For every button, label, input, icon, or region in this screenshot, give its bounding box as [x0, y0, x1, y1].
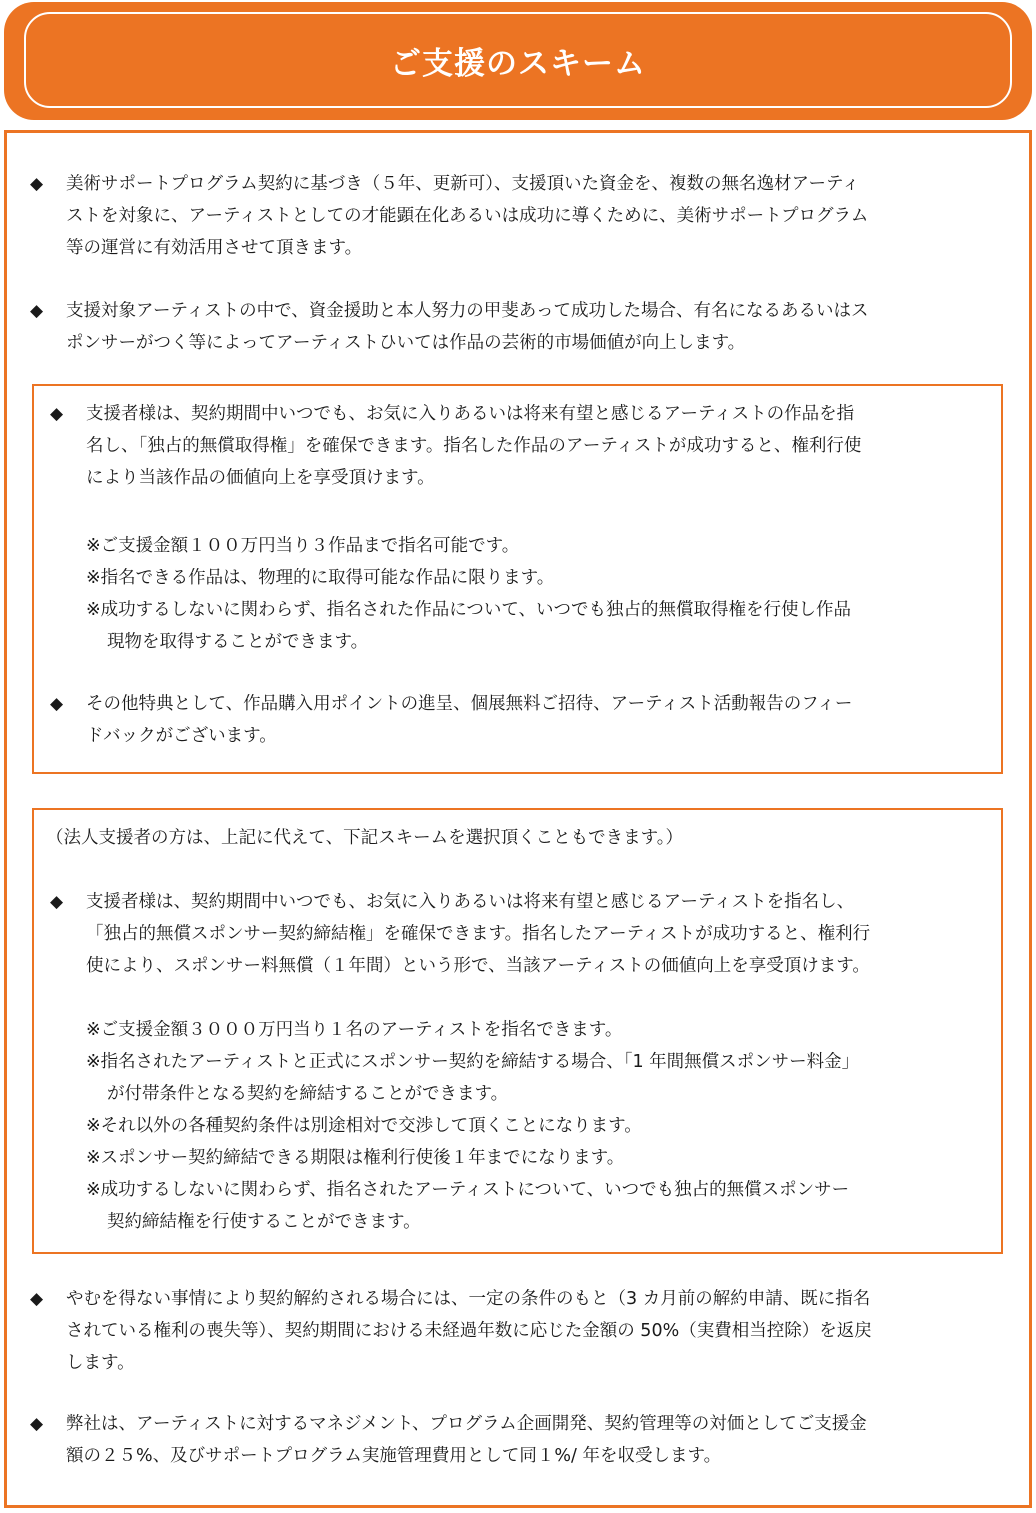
title-banner [4, 2, 1032, 120]
note-line: ※ご支援金額３０００万円当り１名のアーティストを指名できます。 [86, 1020, 623, 1040]
text-line: ストを対象に、アーティストとしての才能顕在化あるいは成功に導くために、美術サポートプログラム [66, 206, 869, 226]
title-banner-inner [24, 12, 1012, 108]
diamond-bullet-icon: ◆ [30, 301, 44, 321]
intro-line: （法人支援者の方は、上記に代えて、下記スキームを選択頂くこともできます。） [46, 828, 683, 848]
note-line: が付帯条件となる契約を締結することができます。 [107, 1084, 509, 1104]
bullet-item-benefits [46, 688, 852, 752]
diamond-bullet-icon: ◆ [30, 174, 44, 194]
text-line: 支援者様は、契約期間中いつでも、お気に入りあるいは将来有望と感じるアーティストの作品を指 [86, 404, 855, 424]
note-line: ※指名されたアーティストと正式にスポンサー契約を締結する場合、「1 年間無償スポンサー料金」 [86, 1052, 860, 1072]
note-line: ※成功するしないに関わらず、指名されたアーティストについて、いつでも独占的無償スポンサー [86, 1180, 850, 1200]
bottom-section [26, 1283, 872, 1379]
diamond-bullet-icon: ◆ [30, 1289, 44, 1309]
note-line: ※成功するしないに関わらず、指名された作品について、いつでも独占的無償取得権を行使し作品 [86, 600, 852, 620]
note-line: ※ご支援金額１００万円当り３作品まで指名可能です。 [86, 536, 520, 556]
text-line: ドバックがございます。 [86, 726, 277, 746]
text-line: 名し、「独占的無償取得権」を確保できます。指名した作品のアーティストが成功すると、権利行使 [86, 436, 862, 456]
bottom-section-2 [26, 1408, 867, 1472]
diamond-bullet-icon: ◆ [50, 404, 64, 424]
text-line: により当該作品の価値向上を享受頂けます。 [86, 468, 435, 488]
bullet-item-acquisition-right [46, 398, 861, 494]
box2-notes [86, 1014, 859, 1238]
note-line: ※指名できる作品は、物理的に取得可能な作品に限ります。 [86, 568, 555, 588]
text-line: 使により、スポンサー料無償（１年間）という形で、当該アーティストの価値向上を享受頂けます。 [86, 956, 870, 976]
text-line: 「独占的無償スポンサー契約締結権」を確保できます。指名したアーティストが成功すると、権利行 [86, 924, 871, 944]
text-line: ポンサーがつく等によってアーティストひいては作品の芸術的市場価値が向上します。 [66, 333, 746, 353]
diamond-bullet-icon: ◆ [50, 892, 64, 912]
bullet-item-fees [26, 1408, 867, 1472]
bullet-item-value [26, 295, 869, 359]
bullet-item-funding [26, 168, 868, 264]
text-line: 支援対象アーティストの中で、資金援助と本人努力の甲斐あって成功した場合、有名になるあるいはス [66, 301, 869, 321]
text-line: 弊社は、アーティストに対するマネジメント、プログラム企画開発、契約管理等の対価としてご支援金 [66, 1414, 867, 1434]
top-section [26, 168, 868, 264]
diamond-bullet-icon: ◆ [30, 1414, 44, 1434]
box1-item2 [46, 688, 852, 752]
diamond-bullet-icon: ◆ [50, 694, 64, 714]
text-line: 額の２５%、及びサポートプログラム実施管理費用として同１%/ 年を収受します。 [66, 1446, 722, 1466]
text-line: 等の運営に有効活用させて頂きます。 [66, 238, 363, 258]
note-line: 契約締結権を行使することができます。 [107, 1212, 421, 1232]
text-line: 支援者様は、契約期間中いつでも、お気に入りあるいは将来有望と感じるアーティストを指名し、 [86, 892, 855, 912]
note-line: ※それ以外の各種契約条件は別途相対で交渉して頂くことになります。 [86, 1116, 642, 1136]
bullet-item-cancellation [26, 1283, 872, 1379]
page-title: ご支援のスキーム [390, 45, 646, 82]
box2-item1 [46, 886, 870, 982]
text-line: されている権利の喪失等）、契約期間における未経過年数に応じた金額の 50%（実費相当控除）を返戻 [66, 1321, 872, 1341]
bullet-item-sponsor-right [46, 886, 870, 982]
box2-intro [46, 822, 683, 854]
note-line: 現物を取得することができます。 [107, 632, 369, 652]
text-line: します。 [66, 1353, 135, 1373]
top-section-2 [26, 295, 869, 359]
box1-item1 [46, 398, 861, 494]
note-line: ※スポンサー契約締結できる期限は権利行使後１年までになります。 [86, 1148, 625, 1168]
text-line: その他特典として、作品購入用ポイントの進呈、個展無料ご招待、アーティスト活動報告のフィー [86, 694, 853, 714]
box1-notes [86, 530, 851, 658]
text-line: 美術サポートプログラム契約に基づき（５年、更新可）、支援頂いた資金を、複数の無名逸材アーティ [66, 174, 860, 194]
text-line: やむを得ない事情により契約解約される場合には、一定の条件のもと（3 カ月前の解約申請、既に指名 [66, 1289, 871, 1309]
